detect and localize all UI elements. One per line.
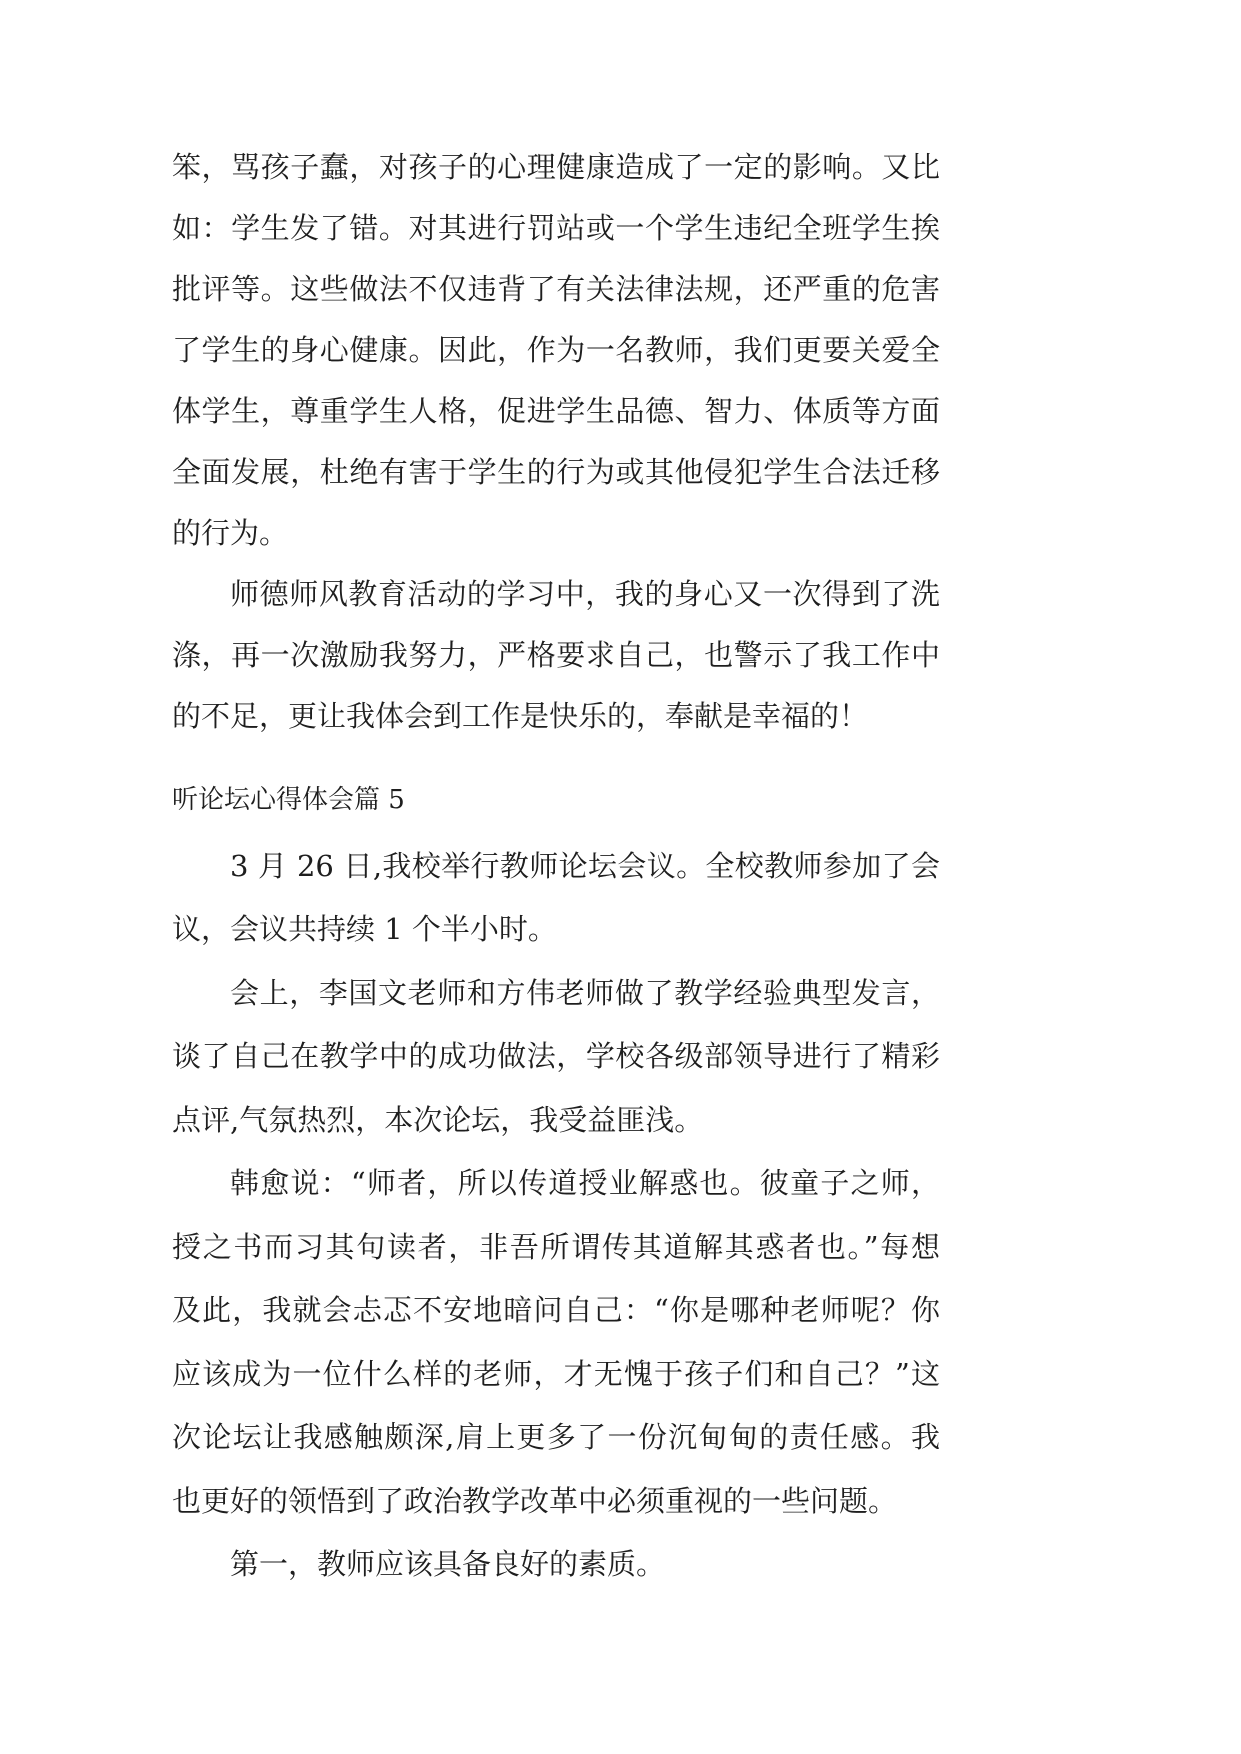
text-line: 议，会议共持续 1 个半小时。 [172, 912, 557, 946]
text-line: 师德师风教育活动的学习中，我的身心又一次得到了洗 [230, 577, 940, 611]
text-line: 及此，我就会忐忑不安地暗问自己：“你是哪种老师呢？你 [172, 1293, 940, 1327]
section-heading: 听论坛心得体会篇 5 [172, 785, 405, 815]
text-line: 韩愈说：“师者，所以传道授业解惑也。彼童子之师， [230, 1166, 940, 1200]
text-line: 的行为。 [172, 516, 289, 550]
text-line: 点评,气氛热烈，本次论坛，我受益匪浅。 [172, 1103, 704, 1137]
text-line: 批评等。这些做法不仅违背了有关法律法规，还严重的危害 [172, 272, 940, 306]
text-line: 3 月 26 日,我校举行教师论坛会议。全校教师参加了会 [230, 849, 940, 883]
text-line: 了学生的身心健康。因此，作为一名教师，我们更要关爱全 [172, 333, 940, 367]
text-line: 如：学生发了错。对其进行罚站或一个学生违纪全班学生挨 [172, 211, 940, 245]
text-line: 也更好的领悟到了政治教学改革中必须重视的一些问题。 [172, 1484, 898, 1518]
text-line: 全面发展，杜绝有害于学生的行为或其他侵犯学生合法迁移 [172, 455, 940, 489]
text-line: 谈了自己在教学中的成功做法，学校各级部领导进行了精彩 [172, 1039, 940, 1073]
text-line: 的不足，更让我体会到工作是快乐的，奉献是幸福的！ [172, 699, 869, 733]
text-line: 笨，骂孩子蠢，对孩子的心理健康造成了一定的影响。又比 [172, 150, 940, 184]
text-line: 会上，李国文老师和方伟老师做了教学经验典型发言， [230, 976, 940, 1010]
text-line: 第一，教师应该具备良好的素质。 [230, 1547, 666, 1581]
text-line: 授之书而习其句读者，非吾所谓传其道解其惑者也。”每想 [172, 1230, 940, 1264]
text-line: 体学生，尊重学生人格，促进学生品德、智力、体质等方面 [172, 394, 940, 428]
text-line: 次论坛让我感触颇深,肩上更多了一份沉甸甸的责任感。我 [172, 1420, 940, 1454]
text-line: 涤，再一次激励我努力，严格要求自己，也警示了我工作中 [172, 638, 940, 672]
text-line: 应该成为一位什么样的老师，才无愧于孩子们和自己？”这 [172, 1357, 940, 1391]
